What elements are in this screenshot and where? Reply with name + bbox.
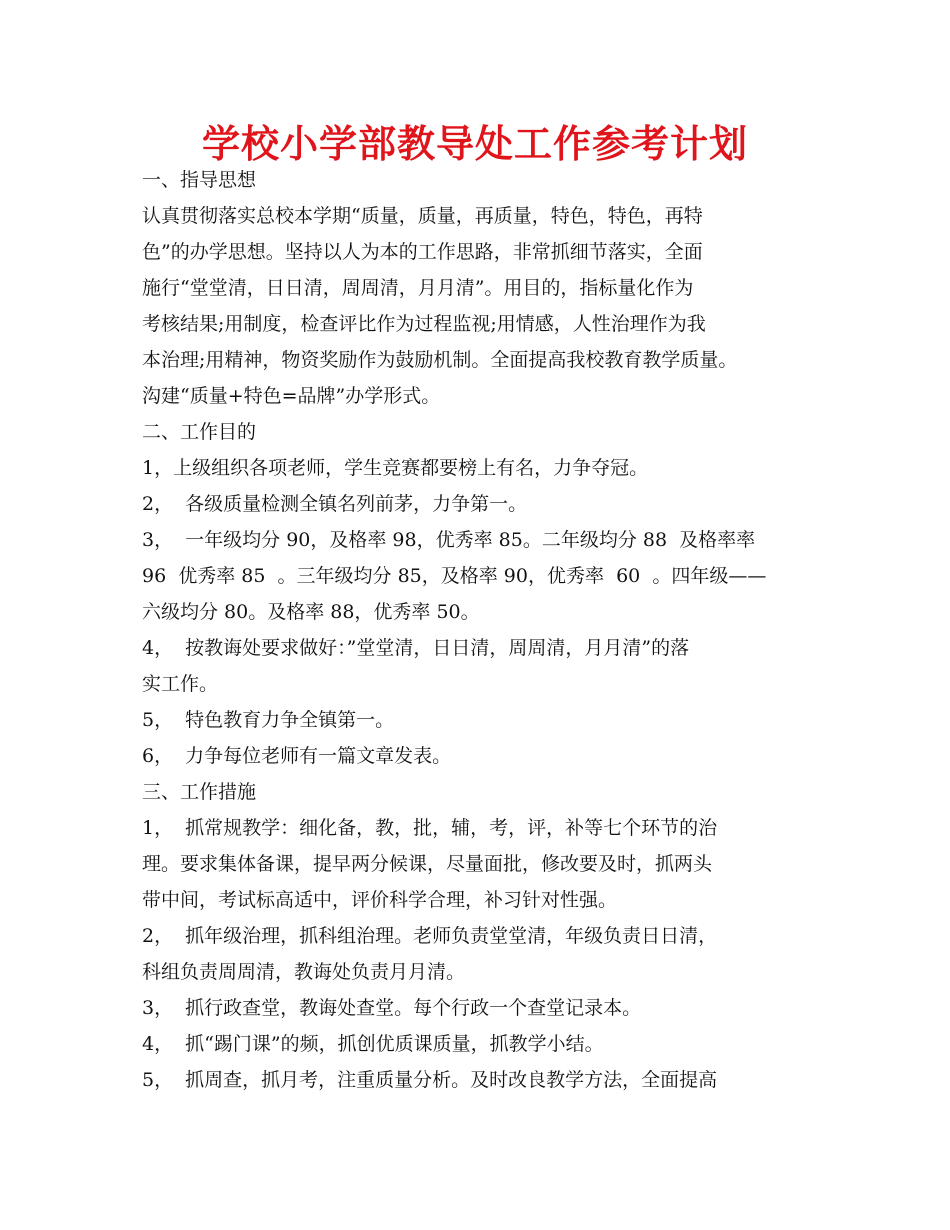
- text-line: 实工作。: [142, 673, 219, 695]
- text-line: 3， 抓行政查堂，教诲处查堂。每个行政一个查堂记录本。: [142, 997, 642, 1019]
- text-line: 理。要求集体备课，提早两分候课，尽量面批，修改要及时，抓两头: [142, 853, 713, 875]
- text-line: 科组负责周周清，教诲处负责月月清。: [142, 961, 466, 983]
- text-line: 1，上级组织各项老师，学生竞赛都要榜上有名，力争夺冠。: [142, 457, 649, 479]
- text-line: 六级均分 80。及格率 88，优秀率 50。: [142, 601, 480, 623]
- text-line: 2， 各级质量检测全镇名列前茅，力争第一。: [142, 493, 528, 515]
- text-line: 4， 抓“踢门课”的频，抓创优质课质量，抓教学小结。: [142, 1033, 604, 1055]
- text-line: 施行“堂堂清，日日清，周周清，月月清”。用目的，指标量化作为: [142, 277, 694, 299]
- text-line: 一、指导思想: [142, 169, 257, 191]
- text-line: 2， 抓年级治理，抓科组治理。老师负责堂堂清，年级负责日日清，: [142, 925, 718, 947]
- text-line: 二、工作目的: [142, 421, 257, 443]
- text-line: 三、工作措施: [142, 781, 257, 803]
- text-line: 沟建“质量+特色=品牌”办学形式。: [142, 385, 441, 407]
- text-line: 3， 一年级均分 90，及格率 98，优秀率 85。二年级均分 88 及格率率: [142, 529, 756, 551]
- text-line: 色”的办学思想。坚持以人为本的工作思路，非常抓细节落实，全面: [142, 241, 703, 263]
- document-body: [142, 162, 832, 1098]
- text-line: 1， 抓常规教学：细化备，教，批，辅，考，评，补等七个环节的治: [142, 817, 718, 839]
- text-line: 6， 力争每位老师有一篇文章发表。: [142, 745, 452, 767]
- text-line: 考核结果;用制度，检查评比作为过程监视;用情感，人性治理作为我: [142, 313, 706, 335]
- text-line: 4， 按教诲处要求做好：”堂堂清，日日清，周周清，月月清”的落: [142, 637, 690, 659]
- document-title: 学校小学部教导处工作参考计划: [201, 122, 748, 166]
- text-line: 认真贯彻落实总校本学期“质量，质量，再质量，特色，特色，再特: [142, 205, 703, 227]
- text-line: 本治理;用精神，物资奖励作为鼓励机制。全面提高我校教育教学质量。: [142, 349, 738, 371]
- text-line: 5， 抓周查，抓月考，注重质量分析。及时改良教学方法，全面提高: [142, 1069, 718, 1091]
- text-line: 5， 特色教育力争全镇第一。: [142, 709, 395, 731]
- text-line: 带中间，考试标高适中，评价科学合理，补习针对性强。: [142, 889, 618, 911]
- text-line: 96 优秀率 85 。三年级均分 85，及格率 90，优秀率 60 。四年级——: [142, 565, 767, 587]
